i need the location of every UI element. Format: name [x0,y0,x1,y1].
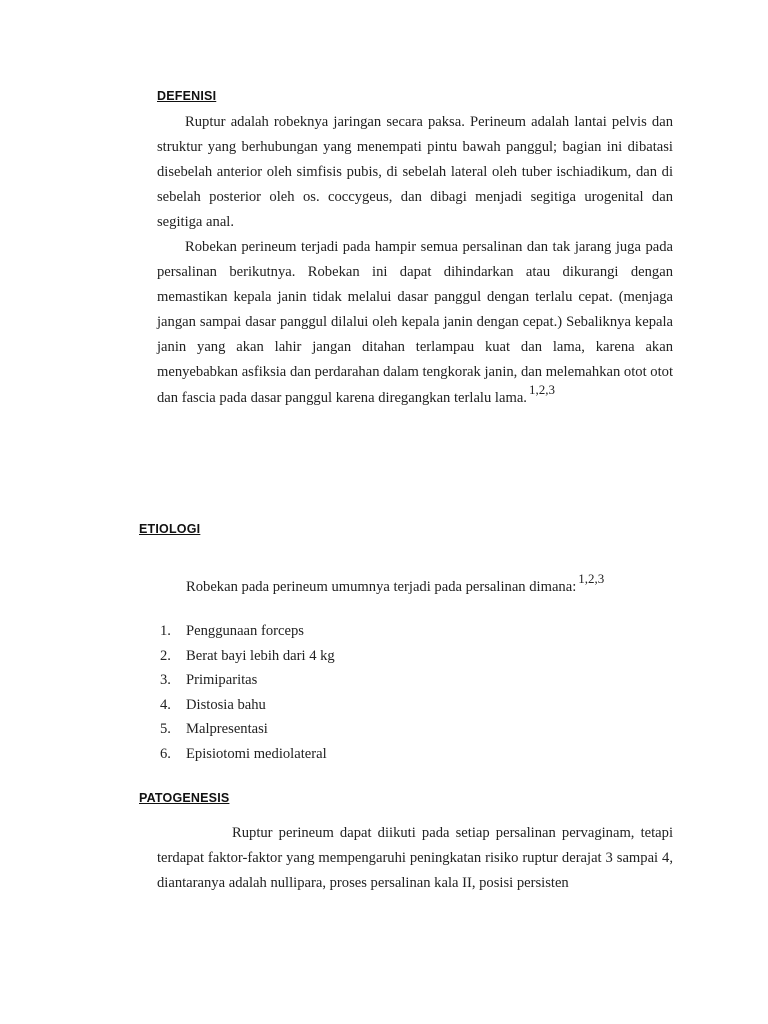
etiologi-list [160,619,335,767]
list-item-text: Episiotomi mediolateral [186,745,327,762]
list-item [160,619,335,644]
list-item-text: Primiparitas [186,672,258,689]
defenisi-paragraph-2 [157,235,673,411]
list-item-number: 1. [160,623,171,639]
defenisi-reference: 1,2,3 [528,382,555,397]
list-item [160,693,335,718]
etiologi-intro [186,571,666,600]
list-item-text: Distosia bahu [186,696,266,713]
list-item-text: Penggunaan forceps [186,623,304,639]
defenisi-paragraph-1-text: Ruptur adalah robeknya jaringan secara paksa. Perineum adalah lantai pelvis dan struktur yang berhubungan yang menempati pintu bawah panggul; bagian ini dibatasi disebelah anterior oleh simfisis pubis, di sebelah lateral oleh tuber ischiadikum, dan di sebelah posterior oleh os. coccygeus, dan dibagi menjadi segitiga urogenital dan segitiga anal. [157,114,673,230]
etiologi-reference: 1,2,3 [578,571,605,586]
section-heading-patogenesis: PATOGENESIS [139,791,230,805]
defenisi-paragraph-1 [157,110,673,235]
list-item [160,742,335,767]
section-heading-etiologi: ETIOLOGI [139,522,201,536]
list-item-number: 4. [160,696,171,713]
patogenesis-paragraph-1-text: Ruptur perineum dapat diikuti pada setiap persalinan pervaginam, tetapi terdapat faktor-faktor yang mempengaruhi peningkatan risiko ruptur derajat 3 sampai 4, diantaranya adalah nullipara, proses persalinan kala II, posisi persisten [157,825,673,891]
section-heading-defenisi: DEFENISI [157,89,217,103]
list-item-number: 3. [160,672,171,689]
list-item [160,644,335,669]
list-item-number: 5. [160,721,171,738]
etiologi-intro-text: Robekan pada perineum umumnya terjadi pada persalinan dimana: [186,579,577,595]
defenisi-paragraph-2-text: Robekan perineum terjadi pada hampir semua persalinan dan tak jarang juga pada persalinan berikutnya. Robekan ini dapat dihindarkan atau dikurangi dengan memastikan kepala janin tidak melalui dasar panggul dengan terlalu cepat. (menjaga jangan sampai dasar panggul dilalui oleh kepala janin dengan cepat.) Sebaliknya kepala janin yang akan lahir jangan ditahan terlampau kuat dan lama, karena akan menyebabkan asfiksia dan perdarahan dalam tengkorak janin, dan melemahkan otot otot dan fascia pada dasar panggul karena diregangkan terlalu lama. [157,239,673,406]
list-item [160,668,335,693]
list-item-text: Berat bayi lebih dari 4 kg [186,647,335,664]
list-item-number: 6. [160,745,171,762]
patogenesis-paragraph-1 [157,821,673,896]
list-item-text: Malpresentasi [186,721,268,738]
list-item [160,717,335,742]
list-item-number: 2. [160,647,171,664]
